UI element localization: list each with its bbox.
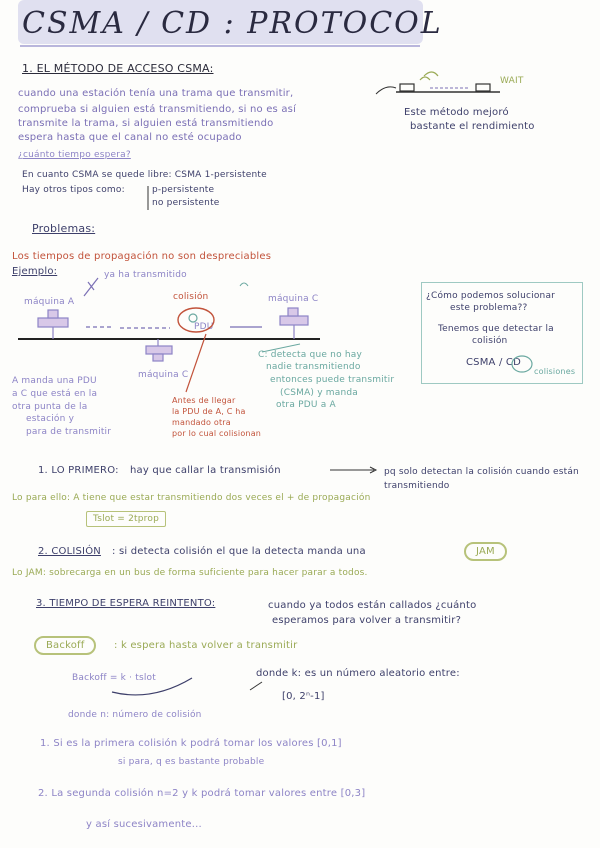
s1-line-1: cuando una estación tenía una trama que transmitir, [18,88,294,99]
left-note-1: A manda una PDU [12,376,97,386]
wait-label: WAIT [500,76,524,86]
item-2: 2. La segunda colisión n=2 y k podrá tomar valores entre [0,3] [38,788,366,799]
step3-text-1: cuando ya todos están callados ¿cuánto [268,600,477,611]
step2-note: Lo JAM: sobrecarga en un bus de forma suficiente para hacer parar a todos. [12,568,368,578]
step2-text: : si detecta colisión el que la detecta manda una [112,546,366,557]
machine-c-bottom-label: máquina C [138,370,189,380]
red-note-2: la PDU de A, C ha [172,407,246,416]
step1-note: Lo para ello: A tiene que estar transmitiendo dos veces el + de propagación [12,493,371,503]
panel-collisions: colisiones [534,367,576,376]
step1-result: pq solo detectan la colisión cuando están transmitiendo [384,467,579,491]
closing-line: y así sucesivamente... [86,819,202,830]
problems-line: Los tiempos de propagación no son despreciables [12,251,272,262]
red-note-1: Antes de llegar [172,396,236,405]
s1-other-2: no persistente [152,198,220,208]
side-note-1: Este método mejoró [404,107,509,118]
step1-text: hay que callar la transmisión [130,465,281,476]
left-note-5: para de transmitir [26,427,112,437]
step2-heading: 2. COLISIÓN [38,546,101,557]
red-note-4: por lo cual colisionan [172,429,262,438]
left-note-4: estación y [26,414,75,424]
panel-question-1: ¿Cómo podemos solucionar [426,291,556,301]
panel-question-2: este problema?? [450,303,528,313]
s1-others-label: Hay otros tipos como: [22,185,125,195]
section-1-heading: 1. EL MÉTODO DE ACCESO CSMA: [22,62,214,75]
c-note-1: C: detecta que no hay [258,350,362,360]
jam-badge: JAM [464,542,507,561]
ya-transmitido: ya ha transmitido [104,270,187,280]
left-note-2: a C que está en la [12,389,98,399]
page-title: CSMA / CD : PROTOCOL [22,6,443,41]
backoff-text: : k espera hasta volver a transmitir [114,640,298,651]
panel-answer-2: colisión [472,336,508,346]
left-note-3: otra punta de la [12,402,88,412]
step3-heading: 3. TIEMPO DE ESPERA REINTENTO: [36,598,216,609]
s1-answer: En cuanto CSMA se quede libre: CSMA 1-persistente [22,170,267,180]
k-range: [0, 2ⁿ-1] [282,691,325,702]
side-note-2: bastante el rendimiento [410,121,535,132]
c-note-4: (CSMA) y manda [280,388,359,398]
s1-line-4: espera hasta que el canal no esté ocupado [18,132,242,143]
pdu-label: PDU [194,322,214,332]
step1-heading: 1. LO PRIMERO: [38,465,119,476]
machine-c-top-label: máquina C [268,294,319,304]
panel-protocol: CSMA / CD [466,357,522,368]
donde-n: donde n: número de colisión [68,710,202,720]
item-1: 1. Si es la primera colisión k podrá tomar los valores [0,1] [40,738,342,749]
s1-other-1: p-persistente [152,185,215,195]
network-diagram [18,278,320,392]
example-label: Ejemplo: [12,266,58,277]
c-note-2: nadie transmitiendo [266,362,361,372]
s1-line-2: comprueba si alguien está transmitiendo, si no es así [18,104,297,115]
item-1-note: si para, q es bastante probable [118,757,265,767]
problems-heading: Problemas: [32,222,96,235]
tslot-formula: Tslot = 2tprop [86,511,166,527]
backoff-formula: Backoff = k · tslot [72,673,156,683]
step3-text-2: esperamos para volver a transmitir? [272,615,462,626]
s1-question: ¿cuánto tiempo espera? [18,150,131,160]
collision-label: colisión [173,292,209,302]
machine-a-label: máquina A [24,297,75,307]
donde-k: donde k: es un número aleatorio entre: [256,668,460,679]
backoff-badge: Backoff [34,636,96,655]
c-note-5: otra PDU a A [276,400,336,410]
c-note-3: entonces puede transmitir [270,375,395,385]
red-note-3: mandado otra [172,418,231,427]
panel-answer-1: Tenemos que detectar la [438,324,554,334]
wait-diagram [396,72,500,92]
s1-line-3: transmite la trama, si alguien está transmitiendo [18,118,274,129]
